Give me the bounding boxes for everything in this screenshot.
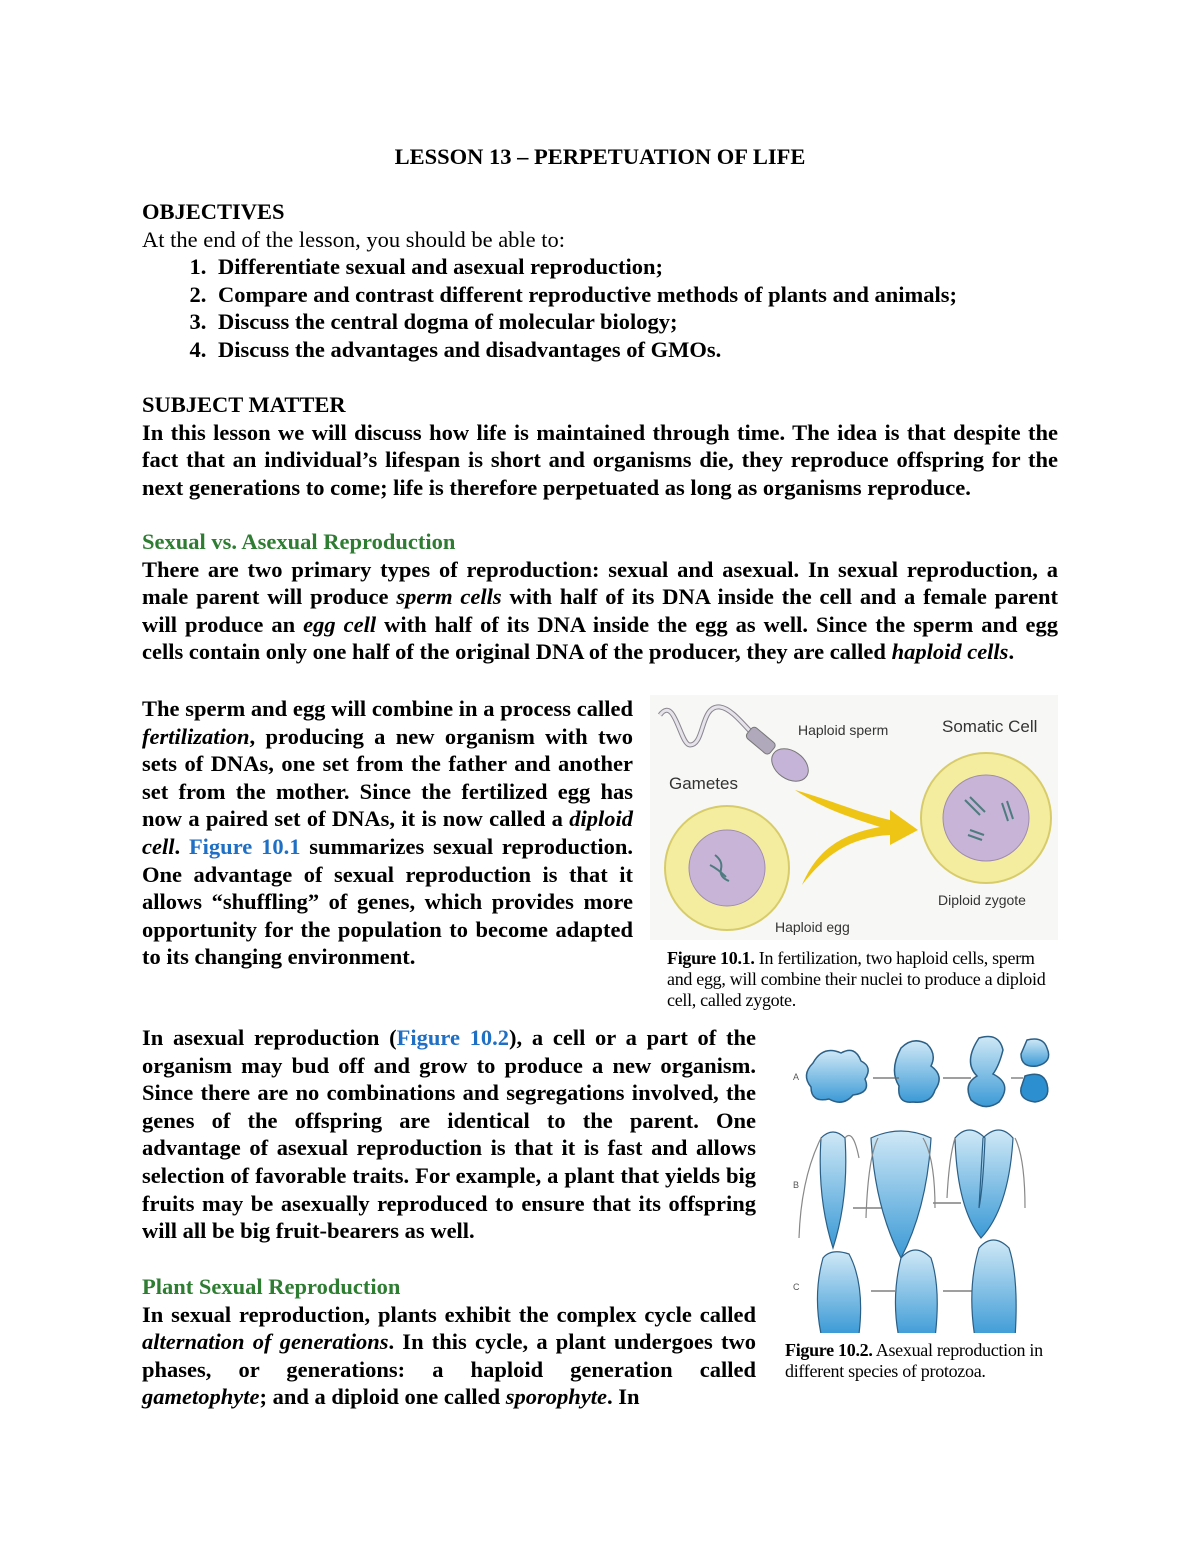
objective-item: 2. Compare and contrast different reproductive methods of plants and animals; [212, 281, 1058, 309]
haploid-egg-label: Haploid egg [775, 919, 850, 935]
figure-link[interactable]: Figure 10.1 [188, 833, 301, 859]
section-heading: Sexual vs. Asexual Reproduction [142, 529, 456, 554]
paragraph [142, 1024, 756, 1245]
figure-10-1-caption [667, 948, 1047, 1011]
row-label: A [793, 1072, 800, 1082]
subject-matter-heading: SUBJECT MATTER [142, 392, 346, 417]
objectives-heading: OBJECTIVES [142, 199, 285, 224]
caption-label: Figure 10.1. [667, 948, 755, 968]
italic-term: alternation of generations [142, 1329, 389, 1355]
text-run: summarizes sexual reproduction. One advantage of sexual reproduction is that it allows “shuffling” of genes, which provides more opportunity for the population to become adapted to its changing environment. [142, 833, 633, 970]
text-run: with half of its DNA inside the egg as well. Since the sperm and egg cells contain only one half of the original DNA of the producer, they are called [142, 611, 1059, 665]
haploid-egg-icon [665, 806, 789, 930]
text-run: . In [607, 1384, 640, 1410]
objective-item: 1. Differentiate sexual and asexual reproduction; [212, 253, 1058, 281]
caption-text: Asexual reproduction in different species of protozoa. [785, 1340, 1043, 1381]
caption-text: In fertilization, two haploid cells, sperm and egg, will combine their nuclei to produce a diploid cell, called zygote. [667, 948, 1046, 1010]
figure-10-1-image [650, 695, 1058, 940]
diploid-zygote-label: Diploid zygote [938, 892, 1026, 908]
caption-label: Figure 10.2. [785, 1340, 873, 1360]
text-run: ; and a diploid one called [259, 1384, 506, 1410]
figure-link[interactable]: Figure 10.2 [396, 1025, 510, 1050]
euglena-icon [799, 1130, 1025, 1258]
objectives-list [142, 253, 1058, 363]
italic-term: fertilization [142, 723, 250, 749]
italic-term: haploid cells [891, 639, 1009, 665]
paragraph [142, 695, 633, 971]
text-run: . In this cycle, a plant undergoes two phases, or generations: a haploid generation called [142, 1329, 756, 1382]
paragraph [142, 1301, 756, 1411]
text-run: . [1008, 639, 1015, 665]
objective-item: 3. Discuss the central dogma of molecular biology; [212, 308, 1058, 336]
somatic-cell-label: Somatic Cell [942, 717, 1038, 736]
text-run: There are two primary types of reproduction: sexual and asexual. In sexual reproduction, a male parent will produce [142, 556, 1058, 610]
objectives-section [142, 198, 1058, 364]
italic-term: sporophyte [505, 1384, 608, 1410]
objective-item: 4. Discuss the advantages and disadvantages of GMOs. [212, 336, 1058, 364]
italic-term: diploid cell [142, 806, 633, 859]
plant-sexual-section [142, 1273, 756, 1411]
diploid-zygote-icon [921, 753, 1051, 883]
text-run: ), a cell or a part of the organism may bud off and grow to produce a new organism. Since there are no combinations and segregations involved, the genes of the offspring are identical to the parent. One advantage of asexual reproduction is that it is fast and allows selection of favorable traits. For example, a plant that yields big fruits may be asexually reproduced to ensure that its offspring will all be big fruit-bearers as well. [142, 1025, 756, 1244]
text-run: , producing a new organism with two sets of DNAs, one set from the father and another set from the mother. Since the fertilized egg has now a paired set of DNAs, it is now called a [142, 723, 633, 832]
figure-10-2-caption [785, 1340, 1050, 1382]
subject-matter-text: In this lesson we will discuss how life is maintained through time. The idea is that despite the fact that an individual’s lifespan is short and organisms die, they reproduce offspring for the next generations to come; life is therefore perpetuated as long as organisms reproduce. [142, 419, 1058, 500]
italic-term: sperm cells [396, 584, 502, 610]
sexual-asexual-section [142, 528, 1058, 666]
text-run: In sexual reproduction, plants exhibit the complex cycle called [142, 1301, 756, 1327]
haploid-sperm-label: Haploid sperm [798, 722, 889, 738]
text-run: In asexual reproduction ( [142, 1025, 397, 1050]
amoeba-icon [806, 1037, 1048, 1107]
gametes-label: Gametes [669, 774, 738, 793]
paramecium-icon [817, 1240, 1016, 1333]
row-label: C [793, 1282, 800, 1292]
italic-term: gametophyte [142, 1384, 260, 1410]
fertilization-arrow-icon [795, 790, 918, 885]
page-title: LESSON 13 – PERPETUATION OF LIFE [394, 144, 806, 169]
objectives-intro: At the end of the lesson, you should be able to: [142, 226, 566, 252]
section-heading: Plant Sexual Reproduction [142, 1274, 401, 1299]
paragraph [142, 556, 1058, 666]
subject-matter-section [142, 391, 1058, 501]
row-label: B [793, 1180, 800, 1190]
text-run: . [174, 833, 189, 859]
text-run: with half of its DNA inside the cell and a female parent will produce an [142, 584, 1058, 637]
text-run: The sperm and egg will combine in a process called [142, 696, 633, 721]
italic-term: egg cell [303, 611, 377, 637]
figure-10-2-image [783, 1028, 1058, 1333]
